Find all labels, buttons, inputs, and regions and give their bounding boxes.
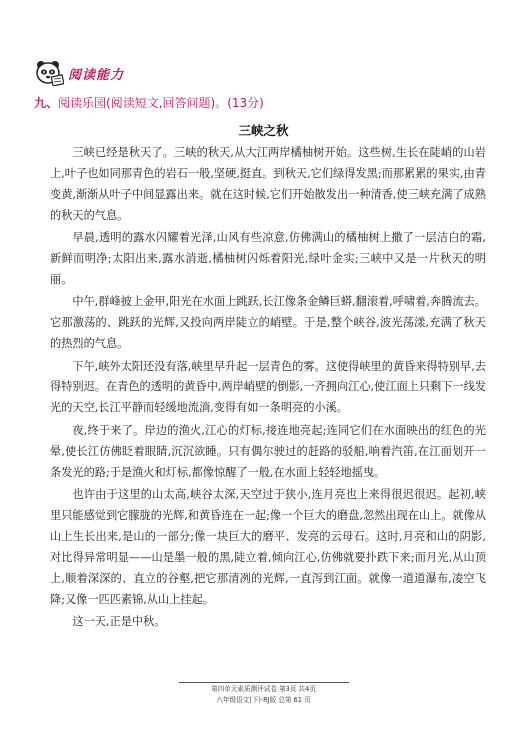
paragraph: 三峡已经是秋天了。三峡的秋天,从大江两岸橘柚树开始。这些树,生长在陡峭的山岩上,叶子也如同那青色的岩石一般,坚硬,挺直。到秋天,它们绿得发黑;而那累累的果实,由青变黄,渐渐从叶子中间显露出来。就在这时候,它们开始散发出一种清香,使三峡充满了成熟的秋天的气息。 [50,146,486,222]
essay-title: 三峡之秋 [238,123,289,138]
question-heading [34,94,264,111]
paragraph: 下午,峡外太阳还没有落,峡里早升起一层青色的雾。这使得峡里的黄昏来得特别早,去得特别迟。在青色的透明的黄昏中,两岸峭壁的倒影,一齐拥向江心,使江面上只剩下一线发光的天空,长江平静而轻缓地流淌,变得有如一条明亮的小溪。 [50,359,486,415]
paragraph: 也许由于这里的山太高,峡谷太深,天空过于狭小,连月亮也上来得很迟很迟。起初,峡里只能感觉到它朦胧的光辉,和黄昏连在一起;像一个巨大的磨盘,忽然出现在山上。就像从山上生长出来,是山的一部分;像一块巨大的磨平、发亮的云母石。这时,月亮和山的阴影,对比得异常明显——山是墨一般的黑,陡立着,倾向江心,仿佛就要扑跌下来;而月光,从山顶上,顺着深深的、直立的谷壑,把它那清冽的光辉,一直泻到江面。就像一道道瀑布,凌空飞降;又像一匹匹素锦,从山上挂起。 [50,488,487,606]
paragraph: 夜,终于来了。岸边的渔火,江心的灯标,接连地亮起;连同它们在水面映出的红色的光晕,使长江仿佛眨着眼睛,沉沉欲睡。只有偶尔驶过的赶路的驳船,响着汽笛,在江面划开一条发光的路;于是渔火和灯标,都像惊醒了一般,在水面上轻轻地摇曳。 [50,423,486,479]
footer-line-1: 第四单元素质测评试卷 第3页 共4页 [211,685,316,693]
page-footer [0,682,527,706]
question-text: 阅读乐园(阅读短文,回答问题)。(13分) [58,96,264,110]
footer-divider [179,682,349,683]
section-title: 阅读能力 [68,67,125,83]
paragraph: 中午,群峰披上金甲,阳光在水面上跳跃,长江像条金鳞巨蟒,翻滚着,呼啸着,奔腾流去。它那激荡的、跳跃的光辉,又投向两岸陡立的峭壁。于是,整个峡谷,波光荡漾,充满了秋天的热烈的气息。 [50,295,486,351]
footer-line-2: 六年级语文(下)·RJ版 总第 61 页 [216,696,311,704]
paragraph: 这一天,正是中秋。 [72,614,166,628]
paragraph: 早晨,透明的露水闪耀着光泽,山风有些凉意,仿佛满山的橘柚树上撒了一层洁白的霜,新鲜而明净;太阳出来,露水消逝,橘柚树闪烁着阳光,绿叶金实;三峡中又是一片秋天的明丽。 [50,231,486,286]
section-header [34,60,124,86]
question-number: 九、 [34,96,59,110]
panda-mascot-icon [34,60,64,86]
essay-body [50,143,486,634]
